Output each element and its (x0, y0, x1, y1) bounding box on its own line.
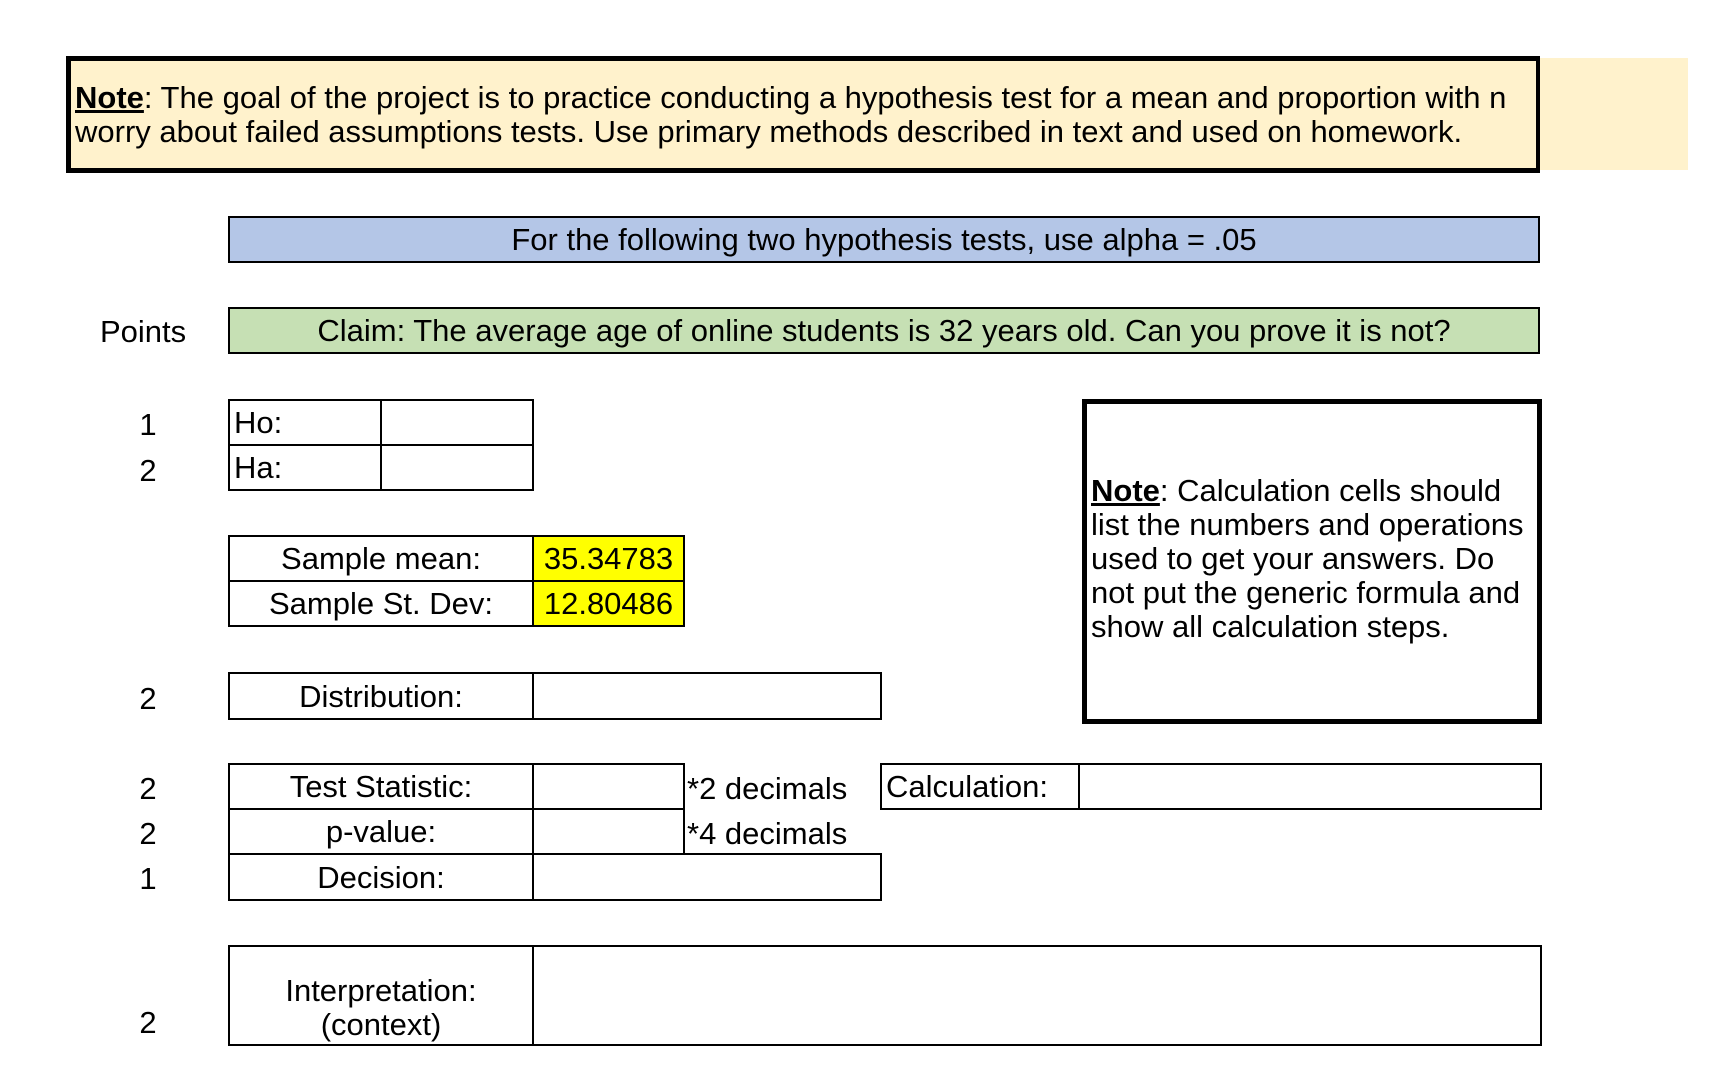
calculation-input[interactable] (1078, 763, 1542, 810)
top-note-line-1 (75, 81, 1536, 115)
p-value-label: p-value: (228, 808, 534, 855)
top-note-line-2: worry about failed assumptions tests. Use primary methods described in text and used on homework. (75, 114, 1463, 149)
calculation-label: Calculation: (880, 763, 1080, 810)
ha-input[interactable] (380, 444, 534, 491)
sample-sd-value: 12.80486 (532, 580, 685, 627)
ha-label: Ha: (228, 444, 382, 491)
p-value-points: 2 (139, 816, 157, 851)
calculation-note (1082, 399, 1542, 724)
ho-input[interactable] (380, 399, 534, 446)
distribution-input[interactable] (532, 672, 882, 720)
sample-mean-label: Sample mean: (228, 535, 534, 582)
decision-label: Decision: (228, 853, 534, 901)
distribution-points: 2 (139, 681, 157, 716)
decision-points: 1 (139, 861, 157, 896)
top-note-label: Note (75, 80, 144, 115)
test-statistic-points: 2 (139, 771, 157, 806)
ho-label: Ho: (228, 399, 382, 446)
ho-points: 1 (139, 407, 157, 442)
top-note (66, 56, 1540, 173)
p-value-input[interactable] (532, 808, 685, 855)
test-statistic-decimals-note: *2 decimals (687, 771, 848, 806)
sample-sd-label: Sample St. Dev: (228, 580, 534, 627)
interpretation-input[interactable] (532, 945, 1542, 1046)
calculation-note-label: Note (1091, 473, 1160, 508)
decision-input[interactable] (532, 853, 882, 901)
interpretation-label (228, 945, 534, 1046)
points-header: Points (100, 314, 187, 349)
interpretation-label-line-1: Interpretation: (285, 972, 477, 1008)
calculation-note-text: : Calculation cells should list the numbers and operations used to get your answers. Do not put the generic formula and show all calculation steps. (1091, 473, 1524, 644)
alpha-banner: For the following two hypothesis tests, use alpha = .05 (228, 216, 1540, 263)
claim-banner: Claim: The average age of online students is 32 years old. Can you prove it is not? (228, 307, 1540, 354)
interpretation-label-line-2: (context) (320, 1006, 442, 1042)
interpretation-points: 2 (139, 1005, 157, 1040)
sample-mean-value: 35.34783 (532, 535, 685, 582)
p-value-decimals-note: *4 decimals (687, 816, 848, 851)
test-statistic-input[interactable] (532, 763, 685, 810)
top-note-text-1: : The goal of the project is to practice conducting a hypothesis test for a mean and proportion with n (143, 80, 1507, 115)
test-statistic-label: Test Statistic: (228, 763, 534, 810)
distribution-label: Distribution: (228, 672, 534, 720)
ha-points: 2 (139, 453, 157, 488)
top-note-overflow-background (1540, 58, 1688, 170)
